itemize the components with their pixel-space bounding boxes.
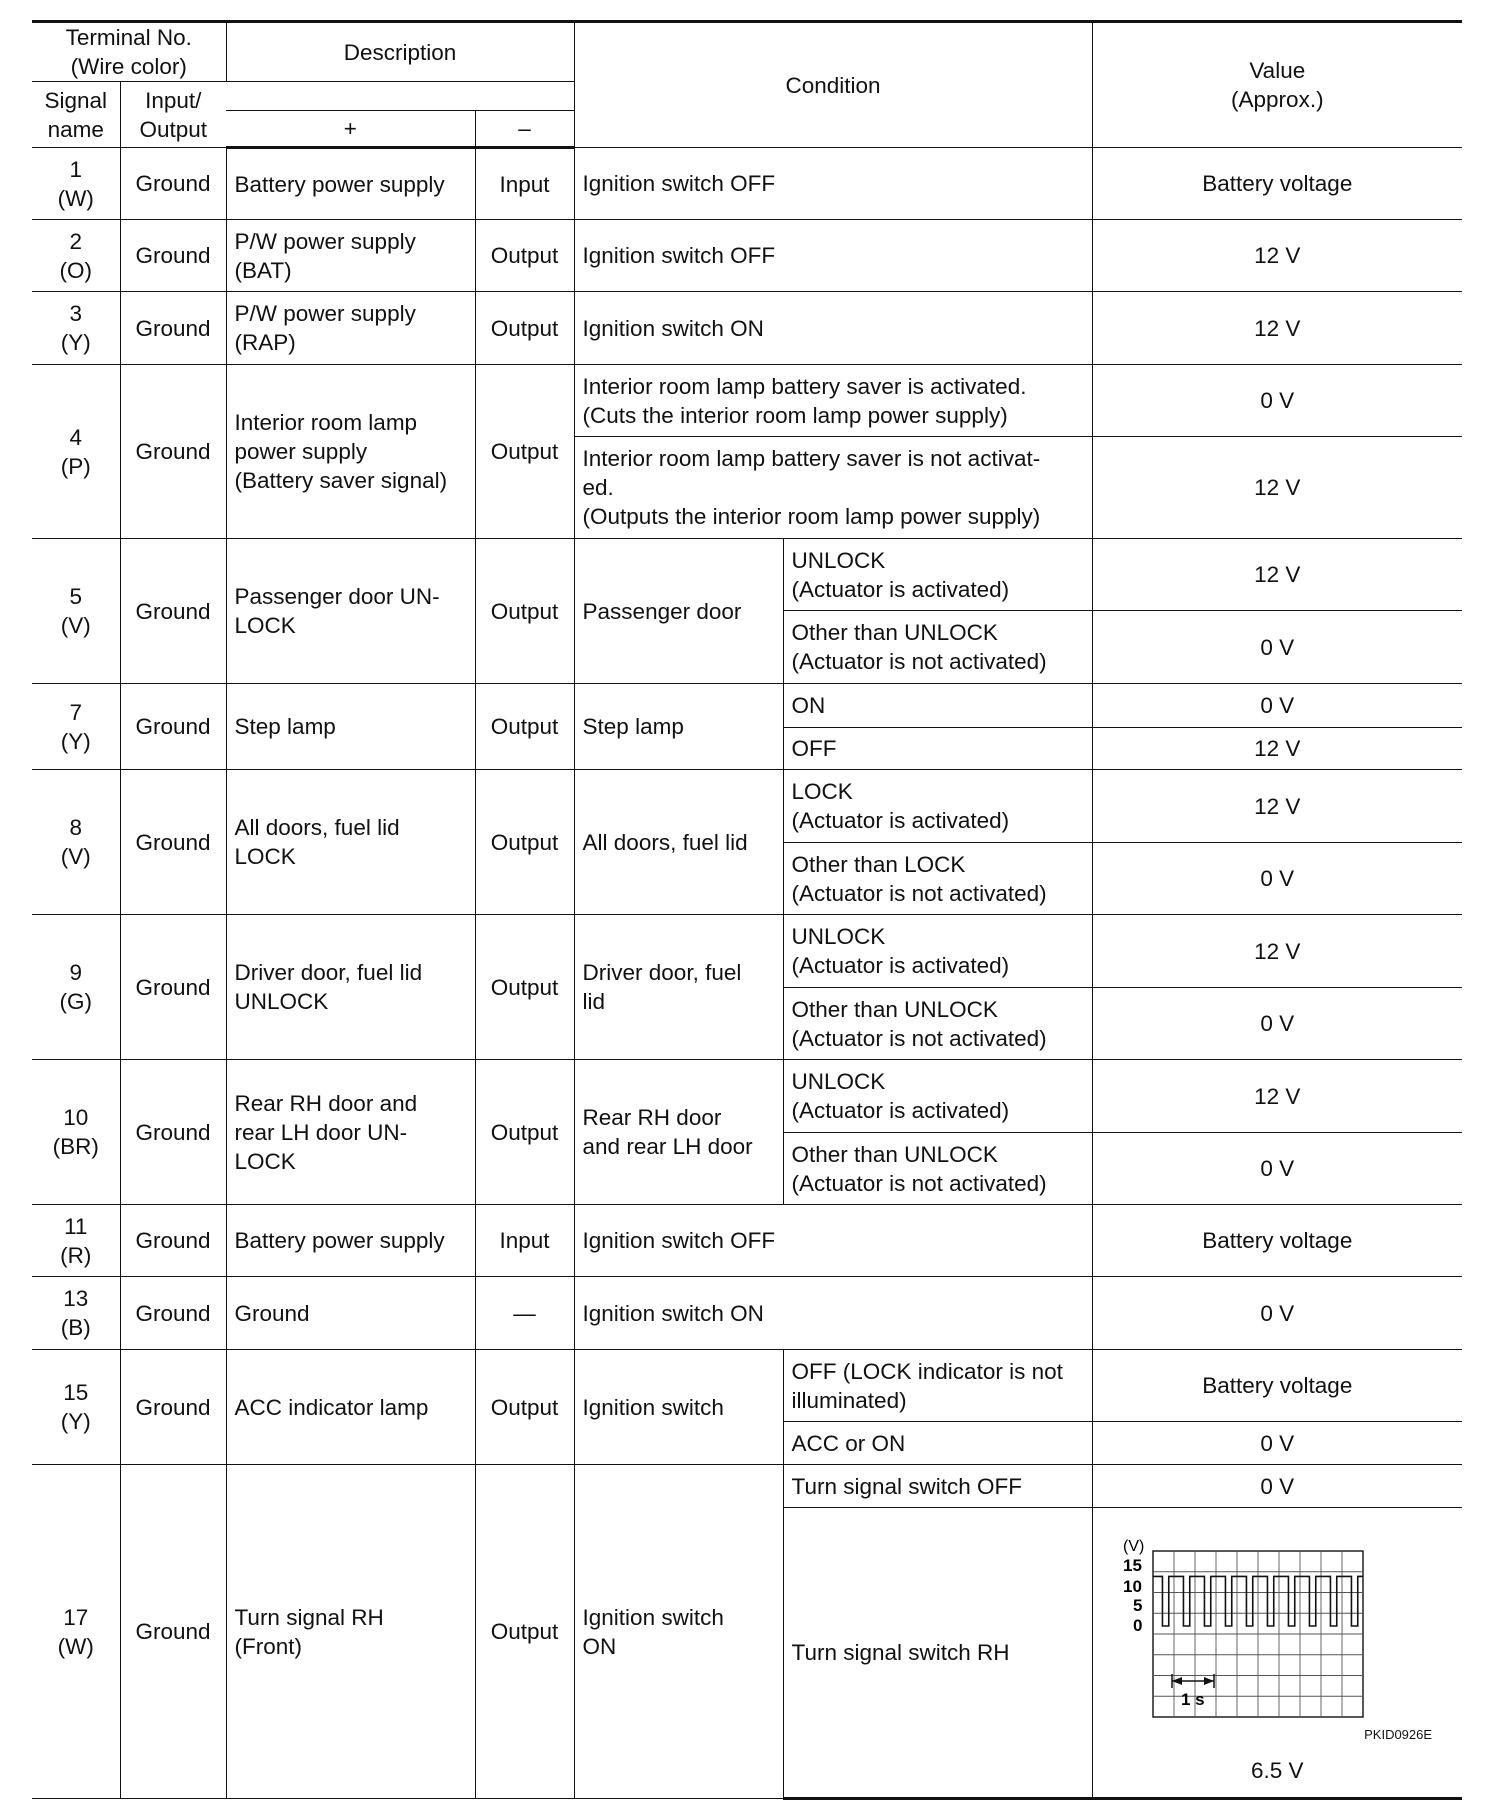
value-cell: Battery voltage: [1092, 1350, 1462, 1422]
value-cell: 12 V: [1092, 728, 1462, 770]
value-cell: 0 V: [1092, 1422, 1462, 1465]
figure-code: PKID0926E: [1364, 1726, 1433, 1742]
value-cell: 0 V: [1092, 1133, 1462, 1205]
terminal-no: 13: [63, 1286, 89, 1311]
signal-line: LOCK: [234, 844, 296, 869]
terminal-cell: [32, 292, 120, 365]
sub-condition-cell: [783, 843, 1092, 915]
wire-color: (B): [60, 1315, 91, 1340]
sub-condition-cell: [783, 1060, 1092, 1133]
value-cell: 0 V: [1092, 843, 1462, 915]
value-cell: 12 V: [1092, 770, 1462, 843]
terminal-no: 9: [69, 960, 82, 985]
signal-line: LOCK: [234, 613, 296, 638]
signal-line: (BAT): [234, 257, 292, 283]
signal-line: All doors, fuel lid: [234, 815, 400, 840]
sub-condition-line: Other than UNLOCK: [791, 620, 998, 645]
table-row-terminal-7: [32, 684, 1462, 728]
wire-color: (Y): [60, 728, 91, 754]
signal-name-cell: ACC indicator lamp: [226, 1350, 475, 1465]
sub-condition-cell: OFF: [783, 728, 1092, 770]
ground-cell: Ground: [120, 770, 226, 915]
signal-line: Interior room lamp: [234, 410, 418, 435]
io-cell: Output: [475, 1060, 574, 1205]
sub-condition-line: (Actuator is activated): [791, 576, 1010, 602]
sub-condition-line: (Actuator is activated): [791, 808, 1010, 833]
signal-name-cell: [226, 539, 475, 684]
table-row-terminal-13: [32, 1277, 1462, 1350]
value-cell: 0 V: [1092, 988, 1462, 1060]
table-row-terminal-11: [32, 1205, 1462, 1277]
terminal-no: 8: [69, 815, 82, 840]
value-cell: 12 V: [1092, 1060, 1462, 1133]
table-row-terminal-8: [32, 770, 1462, 843]
ground-cell: Ground: [120, 365, 226, 539]
signal-name-cell: [226, 220, 475, 292]
table-row-terminal-3: [32, 292, 1462, 365]
sub-condition-line: (Actuator is not activated): [791, 1170, 1047, 1196]
wire-color: (V): [60, 844, 91, 869]
signal-line: Turn signal RH: [234, 1604, 384, 1630]
condition-cell: Passenger door: [574, 539, 783, 684]
condition-line: and rear LH door: [582, 1134, 753, 1159]
wire-color: (W): [57, 1633, 94, 1659]
signal-line: (Battery saver signal): [234, 468, 448, 493]
wire-color: (P): [60, 453, 91, 479]
header-value-label: Value: [1249, 58, 1306, 83]
wire-color: (BR): [52, 1134, 99, 1159]
condition-cell: [574, 365, 1092, 437]
waveform-value-cell: [1092, 1508, 1462, 1799]
ground-cell: Ground: [120, 1277, 226, 1350]
sub-condition-cell: ACC or ON: [783, 1422, 1092, 1465]
terminal-cell: [32, 148, 120, 220]
condition-line: (Outputs the interior room lamp power supply): [582, 504, 1041, 529]
header-io-line1: Input/: [145, 87, 202, 113]
ground-cell: Ground: [120, 684, 226, 770]
io-cell: Output: [475, 365, 574, 539]
condition-cell: [574, 1465, 783, 1799]
value-cell: 0 V: [1092, 611, 1462, 684]
io-cell: Output: [475, 915, 574, 1060]
header-plus: +: [226, 111, 475, 148]
signal-name-cell: Ground: [226, 1277, 475, 1350]
header-signal-name: Signal name: [32, 82, 120, 148]
table-row-terminal-1: [32, 148, 1462, 220]
ground-cell: Ground: [120, 1350, 226, 1465]
header-input-output: [120, 82, 226, 148]
io-cell: Output: [475, 770, 574, 915]
sub-condition-line: UNLOCK: [791, 1069, 886, 1094]
condition-cell: Ignition switch OFF: [574, 220, 1092, 292]
value-cell: 12 V: [1092, 437, 1462, 539]
terminal-no: 11: [64, 1213, 88, 1239]
condition-line: ON: [582, 1633, 617, 1659]
wire-color: (Y): [60, 1409, 91, 1434]
terminal-cell: [32, 220, 120, 292]
condition-cell: [574, 1060, 783, 1205]
value-cell: 0 V: [1092, 1277, 1462, 1350]
header-row: [32, 22, 1462, 82]
table-row-terminal-17: [32, 1465, 1462, 1508]
condition-cell: Ignition switch OFF: [574, 1205, 1092, 1277]
condition-line: Interior room lamp battery saver is activated.: [582, 373, 1027, 399]
sub-condition-line: (Actuator is not activated): [791, 649, 1047, 674]
terminal-no: 3: [69, 301, 82, 326]
signal-name-cell: [226, 1465, 475, 1799]
signal-name-cell: [226, 915, 475, 1060]
sub-condition-line: (Actuator is activated): [791, 1098, 1010, 1123]
condition-cell: Ignition switch: [574, 1350, 783, 1465]
value-cell: Battery voltage: [1092, 148, 1462, 220]
terminal-no: 4: [69, 424, 82, 450]
ground-cell: Ground: [120, 292, 226, 365]
value-cell: Battery voltage: [1092, 1205, 1462, 1277]
condition-line: lid: [582, 989, 606, 1014]
io-cell: Output: [475, 1350, 574, 1465]
wire-color: (R): [60, 1242, 92, 1268]
sub-condition-line: (Actuator is not activated): [791, 1025, 1047, 1051]
io-cell: —: [475, 1277, 574, 1350]
condition-line: Rear RH door: [582, 1105, 722, 1130]
io-cell: Output: [475, 539, 574, 684]
sub-condition-cell: [783, 988, 1092, 1060]
signal-line: power supply: [234, 439, 368, 464]
terminal-no: 17: [63, 1604, 89, 1630]
sub-condition-line: Other than UNLOCK: [791, 996, 998, 1022]
signal-line: LOCK: [234, 1148, 296, 1174]
condition-line: ed.: [582, 475, 614, 500]
terminal-cell: [32, 365, 120, 539]
waveform-tick-label: 10: [1122, 1576, 1142, 1596]
header-io-line2: Output: [139, 116, 208, 142]
sub-condition-cell: [783, 770, 1092, 843]
terminal-no: 10: [63, 1105, 89, 1130]
signal-line: Passenger door UN-: [234, 584, 440, 609]
io-cell: Output: [475, 292, 574, 365]
terminal-no: 2: [69, 228, 82, 254]
value-cell: 6.5 V: [1251, 1757, 1304, 1783]
sub-condition-cell: [783, 611, 1092, 684]
terminal-cell: [32, 915, 120, 1060]
signal-name-cell: Step lamp: [226, 684, 475, 770]
oscilloscope-waveform: [1121, 1539, 1401, 1739]
signal-line: (Front): [234, 1633, 303, 1659]
value-cell: 12 V: [1092, 292, 1462, 365]
condition-cell: [574, 915, 783, 1060]
sub-condition-line: illuminated): [791, 1387, 907, 1413]
waveform-tick-label: 0: [1132, 1615, 1143, 1635]
sub-condition-line: (Actuator is activated): [791, 953, 1010, 978]
terminal-cell: [32, 1465, 120, 1799]
ground-cell: Ground: [120, 220, 226, 292]
table-row-terminal-10: [32, 1060, 1462, 1133]
terminal-cell: [32, 684, 120, 770]
signal-name-cell: [226, 292, 475, 365]
signal-name-cell: Battery power supply: [226, 1205, 475, 1277]
signal-line: rear LH door UN-: [234, 1119, 408, 1145]
wire-color: (O): [59, 257, 92, 283]
ground-cell: Ground: [120, 539, 226, 684]
header-description: Description: [226, 22, 574, 82]
sub-condition-cell: Turn signal switch OFF: [783, 1465, 1092, 1508]
io-cell: Input: [475, 148, 574, 220]
signal-line: P/W power supply: [234, 228, 416, 254]
terminal-no: 1: [69, 156, 82, 182]
signal-name-cell: [226, 770, 475, 915]
terminal-spec-table: [32, 20, 1462, 1800]
waveform-unit-label: (V): [1122, 1538, 1144, 1555]
sub-condition-line: OFF (LOCK indicator is not: [791, 1358, 1063, 1384]
condition-line: Driver door, fuel: [582, 960, 742, 985]
signal-name-cell: [226, 365, 475, 539]
condition-cell: Ignition switch ON: [574, 1277, 1092, 1350]
header-terminal-no: [32, 22, 226, 82]
value-cell: 12 V: [1092, 220, 1462, 292]
table-row-terminal-2: [32, 220, 1462, 292]
sub-condition-cell: [783, 539, 1092, 611]
sub-condition-cell: [783, 1350, 1092, 1422]
sub-condition-line: Other than UNLOCK: [791, 1141, 998, 1167]
value-cell: 12 V: [1092, 915, 1462, 988]
terminal-no: 7: [69, 699, 82, 725]
sub-condition-line: LOCK: [791, 779, 853, 804]
value-cell: 0 V: [1092, 684, 1462, 728]
signal-line: (RAP): [234, 330, 296, 355]
header-wire-color-label: (Wire color): [70, 54, 187, 79]
ground-cell: Ground: [120, 1465, 226, 1799]
terminal-cell: [32, 1205, 120, 1277]
value-cell: 0 V: [1092, 1465, 1462, 1508]
io-cell: Input: [475, 1205, 574, 1277]
header-approx-label: (Approx.): [1231, 87, 1324, 112]
sub-condition-line: UNLOCK: [791, 547, 886, 573]
table-row-terminal-15: [32, 1350, 1462, 1422]
terminal-cell: [32, 770, 120, 915]
sub-condition-cell: [783, 915, 1092, 988]
condition-line: Ignition switch: [582, 1604, 724, 1630]
io-cell: Output: [475, 1465, 574, 1799]
condition-cell: Ignition switch ON: [574, 292, 1092, 365]
terminal-cell: [32, 1277, 120, 1350]
table-row-terminal-4: [32, 365, 1462, 437]
wire-color: (G): [59, 989, 92, 1014]
ground-cell: Ground: [120, 148, 226, 220]
signal-name-cell: [226, 1060, 475, 1205]
signal-line: UNLOCK: [234, 989, 329, 1014]
header-minus: –: [475, 111, 574, 148]
sub-condition-cell: Turn signal switch RH: [783, 1508, 1092, 1799]
table-row-terminal-9: [32, 915, 1462, 988]
io-cell: Output: [475, 684, 574, 770]
ground-cell: Ground: [120, 915, 226, 1060]
ground-cell: Ground: [120, 1060, 226, 1205]
waveform-box: [1093, 1511, 1463, 1795]
wire-color: (V): [60, 613, 91, 638]
signal-line: Driver door, fuel lid: [234, 960, 423, 985]
ground-cell: Ground: [120, 1205, 226, 1277]
condition-cell: All doors, fuel lid: [574, 770, 783, 915]
time-scale-marker: [1172, 1674, 1214, 1688]
sub-condition-line: (Actuator is not activated): [791, 880, 1047, 906]
waveform-tick-label: 15: [1122, 1555, 1142, 1575]
time-scale-label: 1 s: [1180, 1689, 1205, 1709]
signal-name-cell: Battery power supply: [226, 148, 475, 220]
condition-cell: [574, 437, 1092, 539]
value-cell: 0 V: [1092, 365, 1462, 437]
terminal-cell: [32, 1060, 120, 1205]
condition-line: Interior room lamp battery saver is not activat-: [582, 446, 1041, 471]
signal-line: P/W power supply: [234, 301, 416, 326]
value-cell: 12 V: [1092, 539, 1462, 611]
signal-line: Rear RH door and: [234, 1090, 418, 1116]
wire-color: (W): [57, 185, 94, 211]
terminal-cell: [32, 539, 120, 684]
terminal-cell: [32, 1350, 120, 1465]
header-terminal-label: Terminal No.: [65, 25, 192, 50]
sub-condition-cell: [783, 1133, 1092, 1205]
sub-condition-line: Other than LOCK: [791, 851, 966, 877]
table-row-terminal-5: [32, 539, 1462, 611]
sub-condition-cell: ON: [783, 684, 1092, 728]
terminal-no: 15: [63, 1380, 89, 1405]
condition-cell: Ignition switch OFF: [574, 148, 1092, 220]
header-value: [1092, 22, 1462, 148]
condition-cell: Step lamp: [574, 684, 783, 770]
terminal-spec-sheet: [32, 20, 1462, 1800]
sub-condition-line: UNLOCK: [791, 924, 886, 949]
wire-color: (Y): [60, 330, 91, 355]
terminal-no: 5: [69, 584, 82, 609]
waveform-tick-label: 5: [1132, 1595, 1143, 1615]
condition-line: (Cuts the interior room lamp power supply): [582, 402, 1008, 428]
io-cell: Output: [475, 220, 574, 292]
header-condition: Condition: [574, 22, 1092, 148]
